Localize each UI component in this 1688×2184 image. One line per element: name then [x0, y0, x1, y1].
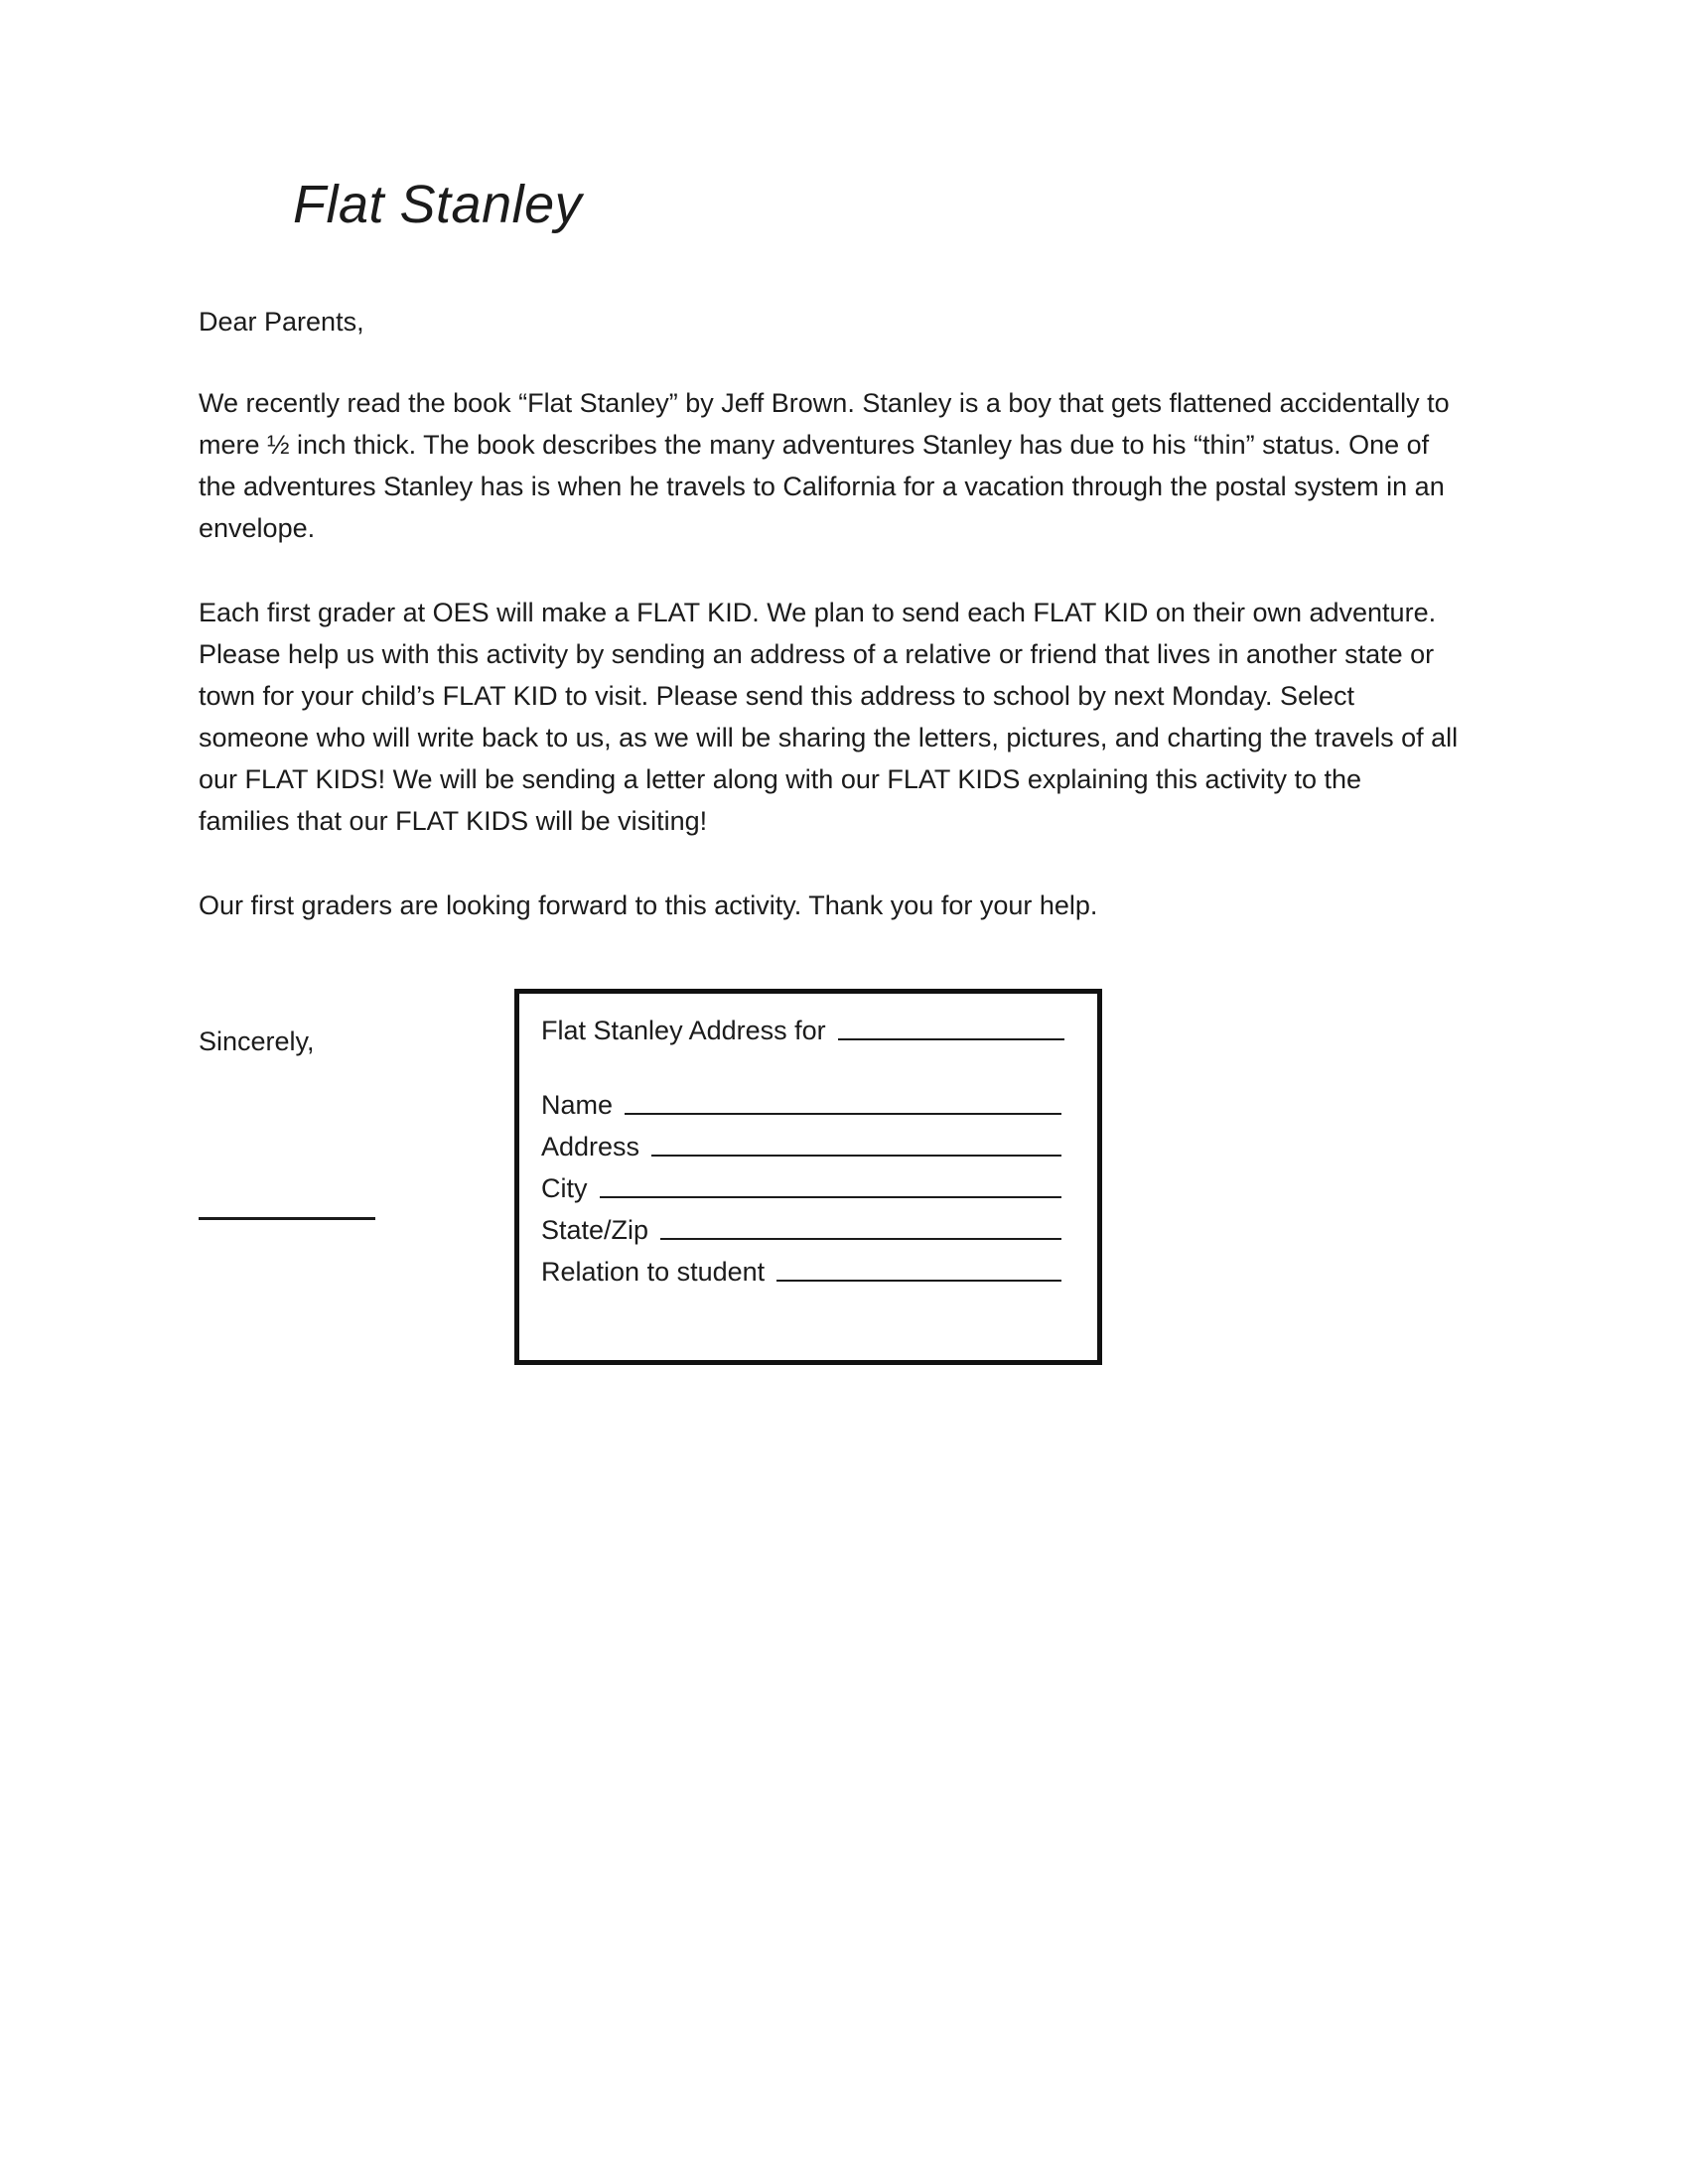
city-field-label: City [541, 1173, 588, 1204]
state-zip-field-label: State/Zip [541, 1215, 649, 1246]
address-box [514, 989, 1102, 1365]
field-row-address [541, 1132, 1067, 1162]
closing-section [199, 989, 1460, 1365]
address-blank-line [651, 1154, 1061, 1157]
student-name-blank-line [838, 1037, 1064, 1040]
salutation: Dear Parents, [199, 307, 364, 337]
paragraph-book-intro: We recently read the book “Flat Stanley” by Jeff Brown. Stanley is a boy that gets flattened accidentally to mere ½ inch thick. The book describes the many adventures Stanley has due to his “thin” status. One of the adventures Stanley has is when he travels to California for a vacation through the postal system in an envelope. [199, 388, 1450, 543]
closing-column [199, 989, 514, 1220]
address-box-header-row [541, 1016, 1067, 1046]
address-box-header-label: Flat Stanley Address for [541, 1016, 826, 1046]
field-row-state-zip [541, 1215, 1067, 1246]
signature-line [199, 1216, 375, 1220]
field-row-city [541, 1173, 1067, 1204]
paragraph-thank-you: Our first graders are looking forward to this activity. Thank you for your help. [199, 890, 1098, 921]
page-title: Flat Stanley [293, 175, 583, 234]
name-field-label: Name [541, 1090, 614, 1121]
relation-blank-line [776, 1279, 1061, 1282]
paragraph-flat-kid-activity: Each first grader at OES will make a FLAT KID. We plan to send each FLAT KID on their own adventure. Please help us with this activity by sending an address of a relative or friend that lives in another state or town for your child’s FLAT KID to visit. Please send this address to school by next Monday. Select someone who will write back to us, as we will be sharing the letters, pictures, and charting the travels of all our FLAT KIDS! We will be sending a letter along with our FLAT KIDS explaining this activity to the families that our FLAT KIDS will be visiting! [199, 598, 1459, 836]
name-blank-line [625, 1112, 1061, 1115]
field-row-relation [541, 1257, 1067, 1288]
city-blank-line [600, 1195, 1062, 1198]
field-row-name [541, 1090, 1067, 1121]
address-field-label: Address [541, 1132, 640, 1162]
state-zip-blank-line [660, 1237, 1061, 1240]
relation-field-label: Relation to student [541, 1257, 766, 1288]
closing-sincerely: Sincerely, [199, 1026, 315, 1057]
